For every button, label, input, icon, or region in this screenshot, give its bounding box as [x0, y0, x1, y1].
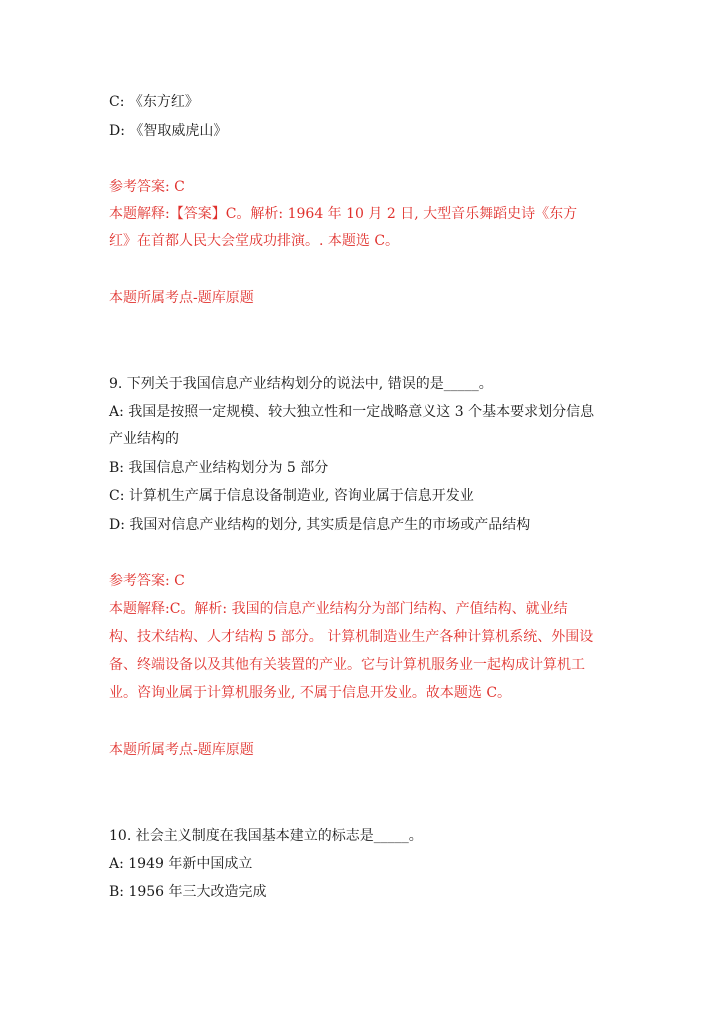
prev-source: 本题所属考点-题库原题 [109, 290, 254, 306]
q9-answer: 参考答案: C [109, 573, 185, 589]
prev-option-d: D: 《智取威虎山》 [109, 123, 228, 139]
q9-stem: 9. 下列关于我国信息产业结构划分的说法中, 错误的是_____。 [109, 376, 493, 392]
q9-option-b: B: 我国信息产业结构划分为 5 部分 [109, 460, 329, 476]
prev-answer: 参考答案: C [109, 179, 185, 195]
prev-option-c: C: 《东方红》 [109, 94, 199, 110]
q9-option-a-line-2: 产业结构的 [109, 431, 179, 447]
q9-source: 本题所属考点-题库原题 [109, 742, 254, 758]
q9-explanation-line-3: 备、终端设备以及其他有关装置的产业。它与计算机服务业一起构成计算机工 [109, 657, 585, 673]
q10-option-b: B: 1956 年三大改造完成 [109, 884, 267, 900]
prev-explanation-line-2: 红》在首都人民大会堂成功排演。. 本题选 C。 [109, 233, 400, 249]
q10-stem: 10. 社会主义制度在我国基本建立的标志是_____。 [109, 828, 423, 844]
q9-option-c: C: 计算机生产属于信息设备制造业, 咨询业属于信息开发业 [109, 488, 474, 504]
q9-explanation-line-4: 业。咨询业属于计算机服务业, 不属于信息开发业。故本题选 C。 [109, 685, 512, 701]
q9-explanation-line-1: 本题解释:C。解析: 我国的信息产业结构分为部门结构、产值结构、就业结 [109, 601, 568, 617]
q9-explanation-line-2: 构、技术结构、人才结构 5 部分。 计算机制造业生产各种计算机系统、外围设 [109, 629, 594, 645]
q9-option-d: D: 我国对信息产业结构的划分, 其实质是信息产生的市场或产品结构 [109, 517, 531, 533]
q10-option-a: A: 1949 年新中国成立 [109, 856, 253, 872]
q9-option-a-line-1: A: 我国是按照一定规模、较大独立性和一定战略意义这 3 个基本要求划分信息 [109, 404, 595, 420]
prev-explanation-line-1: 本题解释:【答案】C。解析: 1964 年 10 月 2 日, 大型音乐舞蹈史诗《东方 [109, 206, 578, 222]
